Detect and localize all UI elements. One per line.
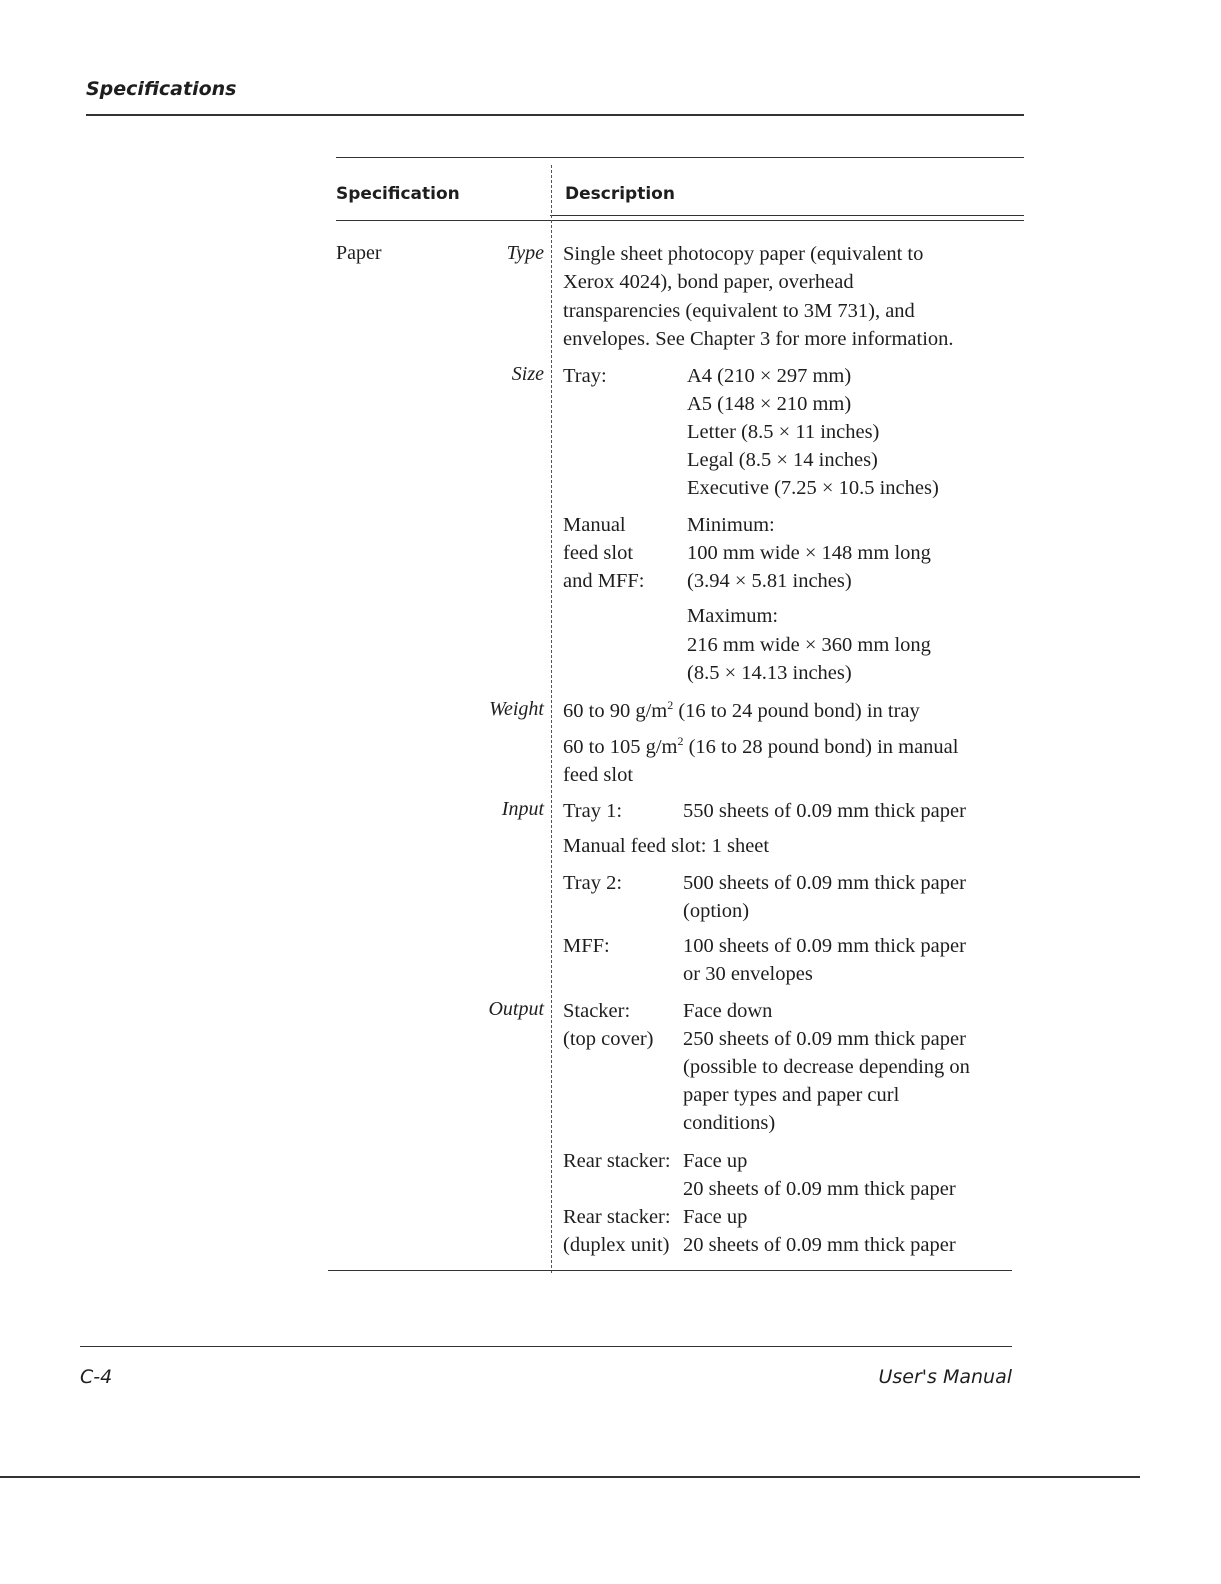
size-tray-value: Executive (7.25 × 10.5 inches) [687,477,939,499]
size-tray-value: A4 (210 × 297 mm) [687,365,852,387]
output-rear-duplex-label: (duplex unit) [563,1234,670,1256]
section-title: Specifications [86,78,237,100]
table-top-rule [336,157,1024,158]
output-rear-value: 20 sheets of 0.09 mm thick paper [683,1178,956,1200]
type-line: transparencies (equivalent to 3M 731), and [563,300,915,322]
type-line: Single sheet photocopy paper (equivalent to [563,243,924,265]
size-tray-label: Tray: [563,365,607,387]
input-manual: Manual feed slot: 1 sheet [563,835,770,857]
input-tray1-label: Tray 1: [563,800,623,822]
output-stacker-label: Stacker: [563,1000,631,1022]
output-stacker-value: paper types and paper curl [683,1084,900,1106]
column-divider [551,165,552,1273]
manual-title: User's Manual [878,1366,1012,1388]
size-manual-min: 100 mm wide × 148 mm long [687,542,931,564]
input-mff-label: MFF: [563,935,610,957]
header-underline-double [336,220,1024,221]
page-number: C-4 [80,1366,113,1388]
sublabel-size: Size [511,363,544,385]
header-rule [86,114,1024,116]
output-rear-duplex-value: 20 sheets of 0.09 mm thick paper [683,1234,956,1256]
column-header-specification: Specification [336,184,460,204]
size-tray-value: A5 (148 × 210 mm) [687,393,852,415]
size-manual-min: (3.94 × 5.81 inches) [687,570,852,592]
row-label-paper: Paper [336,242,382,264]
size-manual-min: Minimum: [687,514,775,536]
table-bottom-rule [328,1270,1012,1271]
output-stacker-value: 250 sheets of 0.09 mm thick paper [683,1028,966,1050]
sublabel-type: Type [506,242,544,264]
size-tray-value: Legal (8.5 × 14 inches) [687,449,878,471]
size-manual-max: Maximum: [687,605,779,627]
input-tray2-value: 500 sheets of 0.09 mm thick paper [683,872,966,894]
output-rear-duplex-value: Face up [683,1206,748,1228]
footer-rule [80,1346,1012,1347]
output-stacker-value: Face down [683,1000,773,1022]
size-manual-max: (8.5 × 14.13 inches) [687,662,852,684]
size-tray-value: Letter (8.5 × 11 inches) [687,421,880,443]
input-mff-value: 100 sheets of 0.09 mm thick paper [683,935,966,957]
type-line: envelopes. See Chapter 3 for more information. [563,328,954,350]
output-rear-duplex-label: Rear stacker: [563,1206,671,1228]
input-tray1-value: 550 sheets of 0.09 mm thick paper [683,800,966,822]
sublabel-weight: Weight [489,698,544,720]
weight-manual-line2: feed slot [563,764,634,786]
weight-manual: 60 to 105 $g/m^2$ (16 to 28 pound bond) in manual [563,734,959,758]
size-manual-label: Manual [563,514,626,536]
sublabel-input: Input [501,798,544,820]
output-stacker-value: (possible to decrease depending on [683,1056,970,1078]
page-edge-rule [0,1476,1140,1478]
input-mff-value: or 30 envelopes [683,963,813,985]
output-rear-value: Face up [683,1150,748,1172]
output-stacker-value: conditions) [683,1112,776,1134]
type-line: Xerox 4024), bond paper, overhead [563,271,854,293]
size-manual-label: feed slot [563,542,634,564]
size-manual-label: and MFF: [563,570,645,592]
weight-tray: 60 to 90 $g/m^2$ (16 to 24 pound bond) in tray [563,698,920,722]
input-tray2-value: (option) [683,900,750,922]
header-underline [550,215,1024,216]
sublabel-output: Output [488,998,544,1020]
input-tray2-label: Tray 2: [563,872,623,894]
output-stacker-label: (top cover) [563,1028,654,1050]
output-rear-label: Rear stacker: [563,1150,671,1172]
size-manual-max: 216 mm wide × 360 mm long [687,634,931,656]
column-header-description: Description [565,184,675,204]
